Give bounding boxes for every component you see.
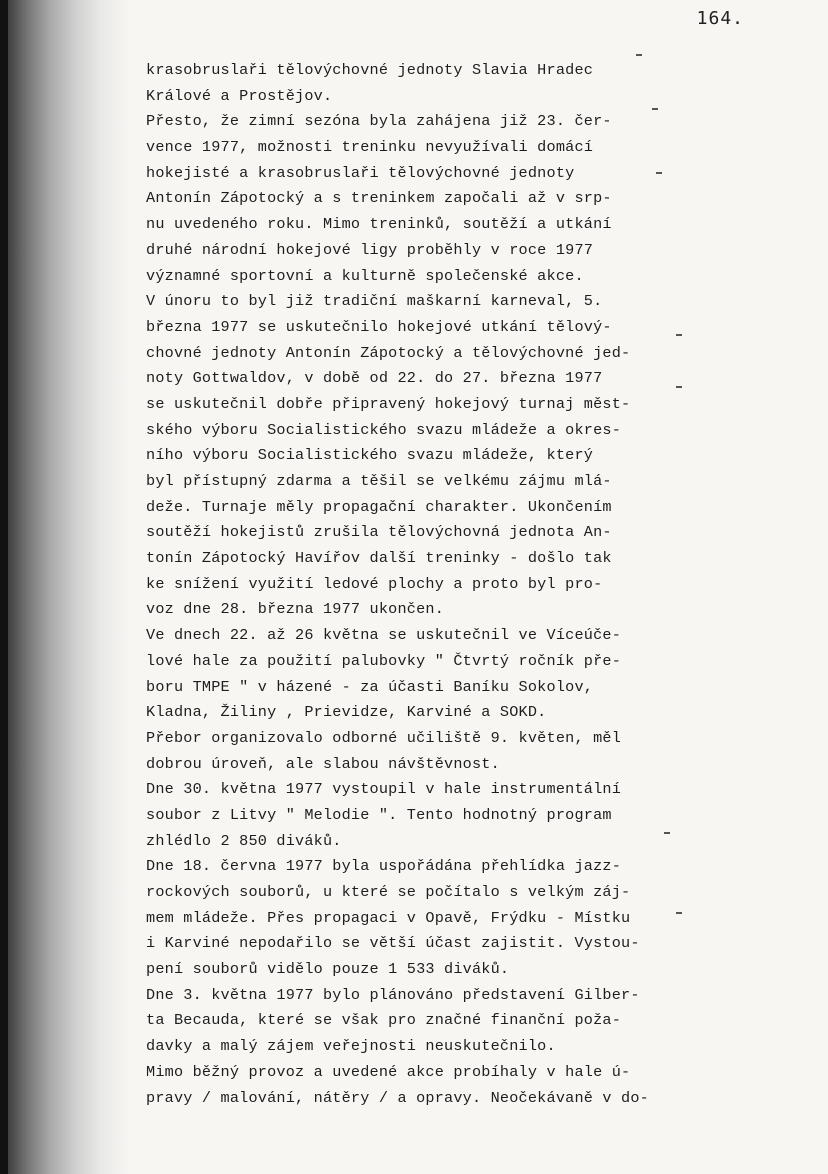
text-line: Dne 30. května 1977 vystoupil v hale instrumentální	[146, 780, 622, 799]
text-line: noty Gottwaldov, v době od 22. do 27. března 1977	[146, 369, 603, 388]
text-line: ta Becauda, které se však pro značné finanční poža-	[146, 1011, 622, 1030]
text-line: pení souborů vidělo pouze 1 533 diváků.	[146, 960, 510, 979]
text-line: soubor z Litvy " Melodie ". Tento hodnotný program	[146, 805, 612, 824]
text-line: ke snížení využití ledové plochy a proto byl pro-	[146, 574, 603, 593]
text-line: ského výboru Socialistického svazu mládeže a okres-	[146, 420, 622, 439]
text-line: Králové a Prostějov.	[146, 86, 333, 105]
text-line: i Karviné nepodařilo se větší účast zajistit. Vystou-	[146, 934, 640, 953]
page-number: 164.	[696, 8, 744, 29]
text-line: se uskutečnil dobře připravený hokejový turnaj měst-	[146, 394, 631, 413]
text-line: boru TMPE " v házené - za účasti Baníku Sokolov,	[146, 677, 594, 696]
text-line: pravy / malování, nátěry / a opravy. Neočekávaně v do-	[146, 1088, 649, 1107]
text-line: Kladna, Žiliny , Prievidze, Karviné a SOKD.	[146, 703, 547, 722]
text-line: deže. Turnaje měly propagační charakter. Ukončením	[146, 497, 612, 516]
text-line: Mimo běžný provoz a uvedené akce probíhaly v hale ú-	[146, 1062, 631, 1081]
text-line: dobrou úroveň, ale slabou návštěvnost.	[146, 754, 500, 773]
typed-body-text	[146, 58, 686, 1111]
text-line: druhé národní hokejové ligy proběhly v roce 1977	[146, 240, 594, 259]
text-line: voz dne 28. března 1977 ukončen.	[146, 600, 445, 619]
text-line: vence 1977, možnosti treninku nevyužívali domácí	[146, 138, 594, 157]
text-line: Dne 3. května 1977 bylo plánováno představení Gilber-	[146, 985, 640, 1004]
text-line: Přesto, že zimní sezóna byla zahájena již 23. čer-	[146, 112, 612, 131]
binding-shadow	[0, 0, 130, 1174]
text-line: března 1977 se uskutečnilo hokejové utkání tělový-	[146, 317, 612, 336]
text-line: Ve dnech 22. až 26 května se uskutečnil ve Víceúče-	[146, 626, 622, 645]
text-line: Dne 18. června 1977 byla uspořádána přehlídka jazz-	[146, 857, 622, 876]
text-line: rockových souborů, u které se počítalo s velkým záj-	[146, 883, 631, 901]
margin-mark	[636, 54, 642, 56]
text-line: davky a malý zájem veřejnosti neuskutečnilo.	[146, 1037, 556, 1056]
text-line: Antonín Zápotocký a s treninkem započali až v srp-	[146, 189, 612, 208]
text-line: chovné jednoty Antonín Zápotocký a tělovýchovné jed-	[146, 343, 631, 362]
text-line: V únoru to byl již tradiční maškarní karneval, 5.	[146, 292, 603, 311]
text-line: nu uvedeného roku. Mimo treninků, soutěží a utkání	[146, 215, 612, 234]
text-line: tonín Zápotocký Havířov další treninky - došlo tak	[146, 549, 612, 568]
text-line: zhlédlo 2 850 diváků.	[146, 831, 342, 850]
text-line: byl přístupný zdarma a těšil se velkému zájmu mlá-	[146, 472, 612, 490]
text-line: krasobruslaři tělovýchovné jednoty Slavia Hradec	[146, 61, 594, 79]
text-line: mem mládeže. Přes propagaci v Opavě, Frýdku - Místku	[146, 908, 631, 927]
text-line: lové hale za použití palubovky " Čtvrtý ročník pře-	[146, 651, 622, 670]
binding-edge	[0, 0, 8, 1174]
text-line: soutěží hokejistů zrušila tělovýchovná jednota An-	[146, 523, 612, 542]
text-line: Přebor organizovalo odborné učiliště 9. květen, měl	[146, 728, 622, 747]
text-line: hokejisté a krasobruslaři tělovýchovné jednoty	[146, 163, 575, 182]
text-line: významné sportovní a kulturně společenské akce.	[146, 266, 584, 285]
text-line: ního výboru Socialistického svazu mládeže, který	[146, 446, 594, 465]
